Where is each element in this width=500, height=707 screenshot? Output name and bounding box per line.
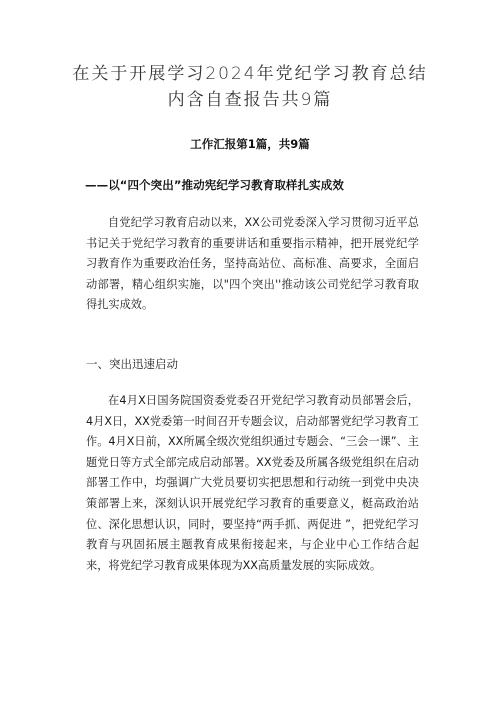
document-title-line-1: 在关于开展学习2024年党纪学习教育总结 (72, 64, 428, 84)
intro-paragraph: 自党纪学习教育启动以来，XX公司党委深入学习贯彻习近平总书记关于党纪学习教育的重要讲话和重要指示精神，把开展党纪学习教育作为重要政治任务，坚持高站位、高标准、高要求，全面启动部署，精心组织实施，以"四个突出''推动该公司党纪学习教育取得扎实成效。 (86, 216, 419, 312)
report-subtitle: ——以“四个突出”推动宪纪学习教育取样扎实成效 (85, 178, 344, 192)
document-title-line-2: 内含自查报告共9篇 (167, 90, 333, 110)
section-1-paragraph: 在4月X日国务院国资委党委召开党纪学习教育动员部署会后，4月X日，XX党委第一时间召开专题会议，启动部署党纪学习教育工作。4月X日前，XX所属全级次党组织通过专题会、“三会一课”、主题党日等方式全部完成启动部署。XX党委及所属各级党组织在启动部署工作中，均强调广大党员要切实把思想和行动统一到党中央决策部署上来，深刻认识开展党纪学习教育的重要意义，梃高政治站位、深化思想认识，同时，要坚持“两手抓、两促进 ”，把党纪学习教育与巩固拓展主题教育成果衔接起来，与企业中心工作结合起来，将党纪学习教育成果体现为XX高质量发展的实际成效。 (86, 394, 419, 572)
section-heading-1: 一、突出迅速启动 (86, 357, 178, 371)
report-heading: 工作汇报第1篇，共9篇 (190, 137, 310, 151)
